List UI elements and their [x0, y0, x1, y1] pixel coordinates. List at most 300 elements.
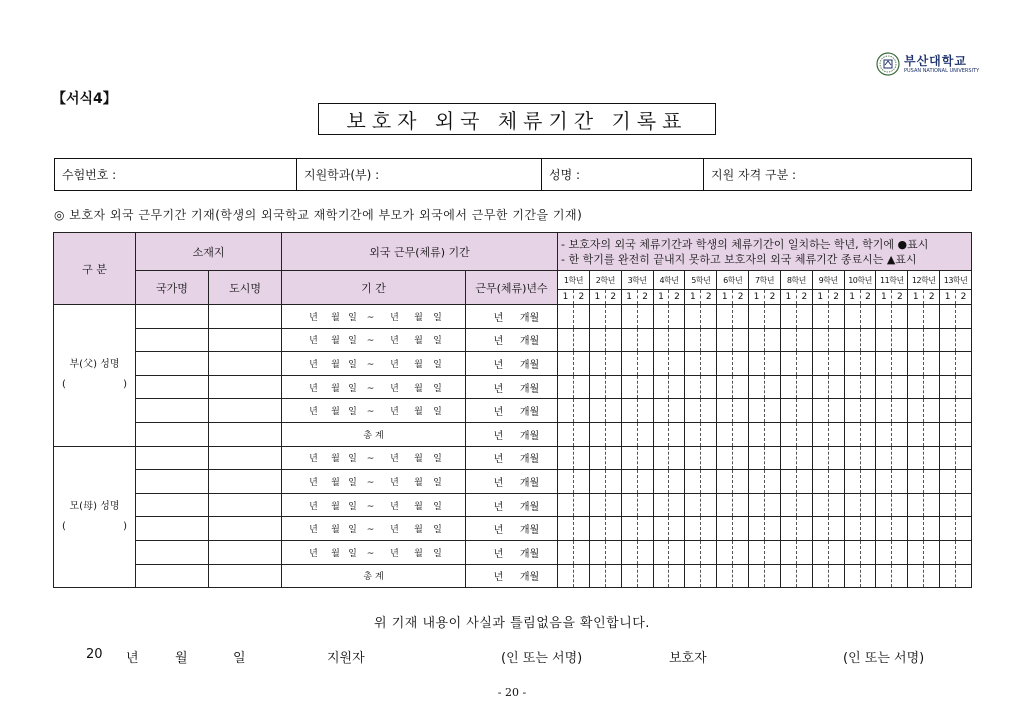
semester-mark-cell[interactable] [733, 422, 749, 446]
semester-mark-cell[interactable] [780, 328, 796, 352]
semester-mark-cell[interactable] [589, 375, 605, 399]
semester-mark-cell[interactable] [605, 305, 621, 329]
semester-mark-cell[interactable] [701, 375, 717, 399]
semester-mark-cell[interactable] [940, 470, 956, 494]
country-cell[interactable] [136, 399, 209, 423]
semester-mark-cell[interactable] [828, 305, 844, 329]
semester-mark-cell[interactable] [701, 422, 717, 446]
semester-mark-cell[interactable] [924, 564, 940, 588]
semester-mark-cell[interactable] [876, 399, 892, 423]
semester-mark-cell[interactable] [780, 517, 796, 541]
semester-mark-cell[interactable] [621, 540, 637, 564]
semester-mark-cell[interactable] [892, 493, 908, 517]
semester-mark-cell[interactable] [749, 446, 765, 470]
semester-mark-cell[interactable] [637, 540, 653, 564]
city-cell[interactable] [209, 399, 282, 423]
duration-cell[interactable] [466, 375, 558, 399]
semester-mark-cell[interactable] [749, 422, 765, 446]
semester-mark-cell[interactable] [701, 540, 717, 564]
semester-mark-cell[interactable] [685, 422, 701, 446]
semester-mark-cell[interactable] [669, 328, 685, 352]
semester-mark-cell[interactable] [637, 375, 653, 399]
semester-mark-cell[interactable] [733, 375, 749, 399]
semester-mark-cell[interactable] [701, 352, 717, 376]
country-cell[interactable] [136, 328, 209, 352]
semester-mark-cell[interactable] [605, 422, 621, 446]
semester-mark-cell[interactable] [940, 446, 956, 470]
semester-mark-cell[interactable] [653, 328, 669, 352]
semester-mark-cell[interactable] [860, 375, 876, 399]
semester-mark-cell[interactable] [701, 564, 717, 588]
semester-mark-cell[interactable] [812, 399, 828, 423]
semester-mark-cell[interactable] [685, 564, 701, 588]
semester-mark-cell[interactable] [812, 422, 828, 446]
semester-mark-cell[interactable] [765, 422, 781, 446]
semester-mark-cell[interactable] [589, 564, 605, 588]
semester-mark-cell[interactable] [637, 446, 653, 470]
semester-mark-cell[interactable] [605, 375, 621, 399]
semester-mark-cell[interactable] [812, 375, 828, 399]
semester-mark-cell[interactable] [924, 470, 940, 494]
semester-mark-cell[interactable] [908, 446, 924, 470]
period-cell[interactable] [282, 375, 466, 399]
semester-mark-cell[interactable] [908, 375, 924, 399]
semester-mark-cell[interactable] [621, 305, 637, 329]
semester-mark-cell[interactable] [796, 564, 812, 588]
semester-mark-cell[interactable] [605, 328, 621, 352]
semester-mark-cell[interactable] [685, 305, 701, 329]
semester-mark-cell[interactable] [717, 399, 733, 423]
semester-mark-cell[interactable] [653, 540, 669, 564]
semester-mark-cell[interactable] [812, 446, 828, 470]
semester-mark-cell[interactable] [573, 517, 589, 541]
semester-mark-cell[interactable] [653, 352, 669, 376]
semester-mark-cell[interactable] [717, 540, 733, 564]
semester-mark-cell[interactable] [573, 446, 589, 470]
semester-mark-cell[interactable] [796, 446, 812, 470]
semester-mark-cell[interactable] [812, 540, 828, 564]
semester-mark-cell[interactable] [908, 517, 924, 541]
semester-mark-cell[interactable] [860, 328, 876, 352]
semester-mark-cell[interactable] [812, 470, 828, 494]
semester-mark-cell[interactable] [621, 517, 637, 541]
semester-mark-cell[interactable] [685, 399, 701, 423]
semester-mark-cell[interactable] [653, 564, 669, 588]
semester-mark-cell[interactable] [892, 470, 908, 494]
semester-mark-cell[interactable] [605, 470, 621, 494]
semester-mark-cell[interactable] [669, 517, 685, 541]
semester-mark-cell[interactable] [558, 564, 574, 588]
semester-mark-cell[interactable] [558, 399, 574, 423]
period-cell[interactable] [282, 446, 466, 470]
semester-mark-cell[interactable] [589, 422, 605, 446]
period-cell[interactable] [282, 493, 466, 517]
semester-mark-cell[interactable] [828, 352, 844, 376]
duration-cell[interactable] [466, 399, 558, 423]
semester-mark-cell[interactable] [605, 493, 621, 517]
semester-mark-cell[interactable] [796, 352, 812, 376]
semester-mark-cell[interactable] [605, 352, 621, 376]
city-cell[interactable] [209, 375, 282, 399]
semester-mark-cell[interactable] [940, 493, 956, 517]
semester-mark-cell[interactable] [892, 517, 908, 541]
semester-mark-cell[interactable] [892, 328, 908, 352]
semester-mark-cell[interactable] [908, 493, 924, 517]
semester-mark-cell[interactable] [860, 517, 876, 541]
semester-mark-cell[interactable] [892, 446, 908, 470]
country-cell[interactable] [136, 446, 209, 470]
semester-mark-cell[interactable] [558, 540, 574, 564]
semester-mark-cell[interactable] [924, 305, 940, 329]
semester-mark-cell[interactable] [812, 564, 828, 588]
semester-mark-cell[interactable] [765, 399, 781, 423]
semester-mark-cell[interactable] [589, 517, 605, 541]
semester-mark-cell[interactable] [589, 328, 605, 352]
semester-mark-cell[interactable] [892, 399, 908, 423]
semester-mark-cell[interactable] [844, 328, 860, 352]
semester-mark-cell[interactable] [860, 422, 876, 446]
semester-mark-cell[interactable] [956, 328, 972, 352]
semester-mark-cell[interactable] [844, 446, 860, 470]
duration-cell[interactable] [466, 564, 558, 588]
semester-mark-cell[interactable] [956, 540, 972, 564]
semester-mark-cell[interactable] [956, 493, 972, 517]
semester-mark-cell[interactable] [876, 328, 892, 352]
semester-mark-cell[interactable] [908, 399, 924, 423]
semester-mark-cell[interactable] [796, 517, 812, 541]
semester-mark-cell[interactable] [717, 493, 733, 517]
semester-mark-cell[interactable] [844, 493, 860, 517]
semester-mark-cell[interactable] [956, 305, 972, 329]
semester-mark-cell[interactable] [876, 470, 892, 494]
semester-mark-cell[interactable] [749, 305, 765, 329]
semester-mark-cell[interactable] [940, 422, 956, 446]
semester-mark-cell[interactable] [940, 352, 956, 376]
duration-cell[interactable] [466, 328, 558, 352]
semester-mark-cell[interactable] [924, 352, 940, 376]
semester-mark-cell[interactable] [940, 399, 956, 423]
semester-mark-cell[interactable] [765, 305, 781, 329]
semester-mark-cell[interactable] [653, 422, 669, 446]
semester-mark-cell[interactable] [733, 399, 749, 423]
semester-mark-cell[interactable] [956, 564, 972, 588]
semester-mark-cell[interactable] [637, 328, 653, 352]
semester-mark-cell[interactable] [558, 422, 574, 446]
semester-mark-cell[interactable] [669, 446, 685, 470]
semester-mark-cell[interactable] [940, 564, 956, 588]
semester-mark-cell[interactable] [573, 399, 589, 423]
semester-mark-cell[interactable] [892, 375, 908, 399]
period-cell[interactable] [282, 470, 466, 494]
city-cell[interactable] [209, 540, 282, 564]
period-cell[interactable] [282, 305, 466, 329]
semester-mark-cell[interactable] [701, 493, 717, 517]
semester-mark-cell[interactable] [749, 493, 765, 517]
semester-mark-cell[interactable] [940, 517, 956, 541]
semester-mark-cell[interactable] [780, 470, 796, 494]
semester-mark-cell[interactable] [908, 422, 924, 446]
country-cell[interactable] [136, 305, 209, 329]
city-cell[interactable] [209, 446, 282, 470]
semester-mark-cell[interactable] [558, 493, 574, 517]
semester-mark-cell[interactable] [733, 328, 749, 352]
semester-mark-cell[interactable] [669, 493, 685, 517]
semester-mark-cell[interactable] [860, 564, 876, 588]
semester-mark-cell[interactable] [749, 375, 765, 399]
semester-mark-cell[interactable] [940, 305, 956, 329]
semester-mark-cell[interactable] [924, 328, 940, 352]
semester-mark-cell[interactable] [844, 422, 860, 446]
duration-cell[interactable] [466, 540, 558, 564]
semester-mark-cell[interactable] [589, 540, 605, 564]
semester-mark-cell[interactable] [860, 493, 876, 517]
period-cell[interactable] [282, 540, 466, 564]
semester-mark-cell[interactable] [796, 328, 812, 352]
semester-mark-cell[interactable] [892, 540, 908, 564]
semester-mark-cell[interactable] [749, 540, 765, 564]
semester-mark-cell[interactable] [685, 470, 701, 494]
semester-mark-cell[interactable] [765, 470, 781, 494]
semester-mark-cell[interactable] [621, 470, 637, 494]
semester-mark-cell[interactable] [780, 493, 796, 517]
semester-mark-cell[interactable] [924, 517, 940, 541]
semester-mark-cell[interactable] [908, 328, 924, 352]
semester-mark-cell[interactable] [844, 564, 860, 588]
semester-mark-cell[interactable] [621, 422, 637, 446]
semester-mark-cell[interactable] [733, 517, 749, 541]
semester-mark-cell[interactable] [956, 446, 972, 470]
semester-mark-cell[interactable] [860, 305, 876, 329]
duration-cell[interactable] [466, 493, 558, 517]
semester-mark-cell[interactable] [605, 446, 621, 470]
semester-mark-cell[interactable] [733, 493, 749, 517]
semester-mark-cell[interactable] [924, 493, 940, 517]
semester-mark-cell[interactable] [669, 305, 685, 329]
semester-mark-cell[interactable] [717, 564, 733, 588]
semester-mark-cell[interactable] [749, 470, 765, 494]
semester-mark-cell[interactable] [669, 352, 685, 376]
semester-mark-cell[interactable] [701, 470, 717, 494]
semester-mark-cell[interactable] [589, 493, 605, 517]
semester-mark-cell[interactable] [637, 493, 653, 517]
semester-mark-cell[interactable] [908, 564, 924, 588]
semester-mark-cell[interactable] [701, 328, 717, 352]
semester-mark-cell[interactable] [844, 352, 860, 376]
semester-mark-cell[interactable] [669, 470, 685, 494]
semester-mark-cell[interactable] [765, 517, 781, 541]
semester-mark-cell[interactable] [844, 517, 860, 541]
semester-mark-cell[interactable] [812, 352, 828, 376]
semester-mark-cell[interactable] [749, 352, 765, 376]
semester-mark-cell[interactable] [733, 470, 749, 494]
semester-mark-cell[interactable] [796, 375, 812, 399]
semester-mark-cell[interactable] [669, 375, 685, 399]
semester-mark-cell[interactable] [876, 517, 892, 541]
semester-mark-cell[interactable] [828, 540, 844, 564]
semester-mark-cell[interactable] [637, 422, 653, 446]
semester-mark-cell[interactable] [685, 446, 701, 470]
semester-mark-cell[interactable] [717, 305, 733, 329]
semester-mark-cell[interactable] [685, 540, 701, 564]
semester-mark-cell[interactable] [924, 540, 940, 564]
semester-mark-cell[interactable] [876, 352, 892, 376]
semester-mark-cell[interactable] [733, 352, 749, 376]
name-field[interactable]: 성명 : [542, 159, 704, 190]
semester-mark-cell[interactable] [796, 540, 812, 564]
semester-mark-cell[interactable] [828, 399, 844, 423]
semester-mark-cell[interactable] [717, 470, 733, 494]
semester-mark-cell[interactable] [573, 305, 589, 329]
semester-mark-cell[interactable] [558, 305, 574, 329]
semester-mark-cell[interactable] [924, 446, 940, 470]
period-cell[interactable] [282, 352, 466, 376]
semester-mark-cell[interactable] [669, 540, 685, 564]
semester-mark-cell[interactable] [940, 375, 956, 399]
semester-mark-cell[interactable] [765, 493, 781, 517]
semester-mark-cell[interactable] [589, 446, 605, 470]
semester-mark-cell[interactable] [876, 540, 892, 564]
semester-mark-cell[interactable] [796, 422, 812, 446]
semester-mark-cell[interactable] [685, 375, 701, 399]
semester-mark-cell[interactable] [892, 352, 908, 376]
semester-mark-cell[interactable] [828, 493, 844, 517]
city-cell[interactable] [209, 517, 282, 541]
semester-mark-cell[interactable] [828, 470, 844, 494]
semester-mark-cell[interactable] [621, 328, 637, 352]
semester-mark-cell[interactable] [828, 375, 844, 399]
semester-mark-cell[interactable] [558, 446, 574, 470]
country-cell[interactable] [136, 470, 209, 494]
semester-mark-cell[interactable] [605, 517, 621, 541]
applicant-sign-field[interactable]: (인 또는 서명) [501, 651, 583, 666]
duration-cell[interactable] [466, 470, 558, 494]
semester-mark-cell[interactable] [685, 517, 701, 541]
semester-mark-cell[interactable] [876, 493, 892, 517]
period-cell[interactable] [282, 517, 466, 541]
semester-mark-cell[interactable] [924, 422, 940, 446]
semester-mark-cell[interactable] [844, 540, 860, 564]
semester-mark-cell[interactable] [669, 564, 685, 588]
semester-mark-cell[interactable] [812, 328, 828, 352]
semester-mark-cell[interactable] [860, 540, 876, 564]
semester-mark-cell[interactable] [589, 305, 605, 329]
semester-mark-cell[interactable] [860, 352, 876, 376]
semester-mark-cell[interactable] [589, 352, 605, 376]
semester-mark-cell[interactable] [605, 399, 621, 423]
semester-mark-cell[interactable] [733, 446, 749, 470]
semester-mark-cell[interactable] [876, 305, 892, 329]
semester-mark-cell[interactable] [701, 399, 717, 423]
semester-mark-cell[interactable] [892, 564, 908, 588]
period-cell[interactable] [282, 399, 466, 423]
semester-mark-cell[interactable] [860, 399, 876, 423]
semester-mark-cell[interactable] [924, 399, 940, 423]
semester-mark-cell[interactable] [796, 470, 812, 494]
semester-mark-cell[interactable] [892, 305, 908, 329]
semester-mark-cell[interactable] [780, 399, 796, 423]
semester-mark-cell[interactable] [876, 375, 892, 399]
semester-mark-cell[interactable] [924, 375, 940, 399]
semester-mark-cell[interactable] [844, 305, 860, 329]
city-cell[interactable] [209, 305, 282, 329]
semester-mark-cell[interactable] [589, 399, 605, 423]
semester-mark-cell[interactable] [780, 540, 796, 564]
semester-mark-cell[interactable] [573, 352, 589, 376]
semester-mark-cell[interactable] [796, 305, 812, 329]
semester-mark-cell[interactable] [956, 470, 972, 494]
semester-mark-cell[interactable] [892, 422, 908, 446]
city-cell[interactable] [209, 470, 282, 494]
semester-mark-cell[interactable] [669, 422, 685, 446]
duration-cell[interactable] [466, 517, 558, 541]
semester-mark-cell[interactable] [860, 446, 876, 470]
semester-mark-cell[interactable] [605, 564, 621, 588]
semester-mark-cell[interactable] [558, 328, 574, 352]
semester-mark-cell[interactable] [749, 564, 765, 588]
semester-mark-cell[interactable] [796, 493, 812, 517]
semester-mark-cell[interactable] [765, 375, 781, 399]
semester-mark-cell[interactable] [717, 375, 733, 399]
country-cell[interactable] [136, 517, 209, 541]
semester-mark-cell[interactable] [637, 352, 653, 376]
semester-mark-cell[interactable] [876, 564, 892, 588]
semester-mark-cell[interactable] [637, 564, 653, 588]
semester-mark-cell[interactable] [573, 375, 589, 399]
semester-mark-cell[interactable] [780, 305, 796, 329]
exam-number-field[interactable]: 수험번호 : [55, 159, 297, 190]
semester-mark-cell[interactable] [828, 328, 844, 352]
semester-mark-cell[interactable] [749, 399, 765, 423]
semester-mark-cell[interactable] [812, 493, 828, 517]
semester-mark-cell[interactable] [876, 422, 892, 446]
semester-mark-cell[interactable] [956, 399, 972, 423]
city-cell[interactable] [209, 493, 282, 517]
semester-mark-cell[interactable] [621, 375, 637, 399]
semester-mark-cell[interactable] [573, 328, 589, 352]
semester-mark-cell[interactable] [573, 540, 589, 564]
semester-mark-cell[interactable] [908, 352, 924, 376]
semester-mark-cell[interactable] [780, 422, 796, 446]
semester-mark-cell[interactable] [780, 446, 796, 470]
semester-mark-cell[interactable] [765, 564, 781, 588]
semester-mark-cell[interactable] [621, 493, 637, 517]
semester-mark-cell[interactable] [653, 517, 669, 541]
semester-mark-cell[interactable] [605, 540, 621, 564]
semester-mark-cell[interactable] [796, 399, 812, 423]
semester-mark-cell[interactable] [812, 517, 828, 541]
semester-mark-cell[interactable] [860, 470, 876, 494]
semester-mark-cell[interactable] [717, 422, 733, 446]
semester-mark-cell[interactable] [828, 446, 844, 470]
semester-mark-cell[interactable] [653, 470, 669, 494]
semester-mark-cell[interactable] [956, 352, 972, 376]
semester-mark-cell[interactable] [573, 564, 589, 588]
semester-mark-cell[interactable] [637, 470, 653, 494]
semester-mark-cell[interactable] [621, 352, 637, 376]
semester-mark-cell[interactable] [717, 352, 733, 376]
semester-mark-cell[interactable] [940, 328, 956, 352]
semester-mark-cell[interactable] [558, 517, 574, 541]
semester-mark-cell[interactable] [956, 517, 972, 541]
semester-mark-cell[interactable] [812, 305, 828, 329]
semester-mark-cell[interactable] [685, 328, 701, 352]
semester-mark-cell[interactable] [956, 422, 972, 446]
semester-mark-cell[interactable] [908, 470, 924, 494]
semester-mark-cell[interactable] [637, 305, 653, 329]
semester-mark-cell[interactable] [828, 517, 844, 541]
semester-mark-cell[interactable] [685, 493, 701, 517]
duration-cell[interactable] [466, 352, 558, 376]
